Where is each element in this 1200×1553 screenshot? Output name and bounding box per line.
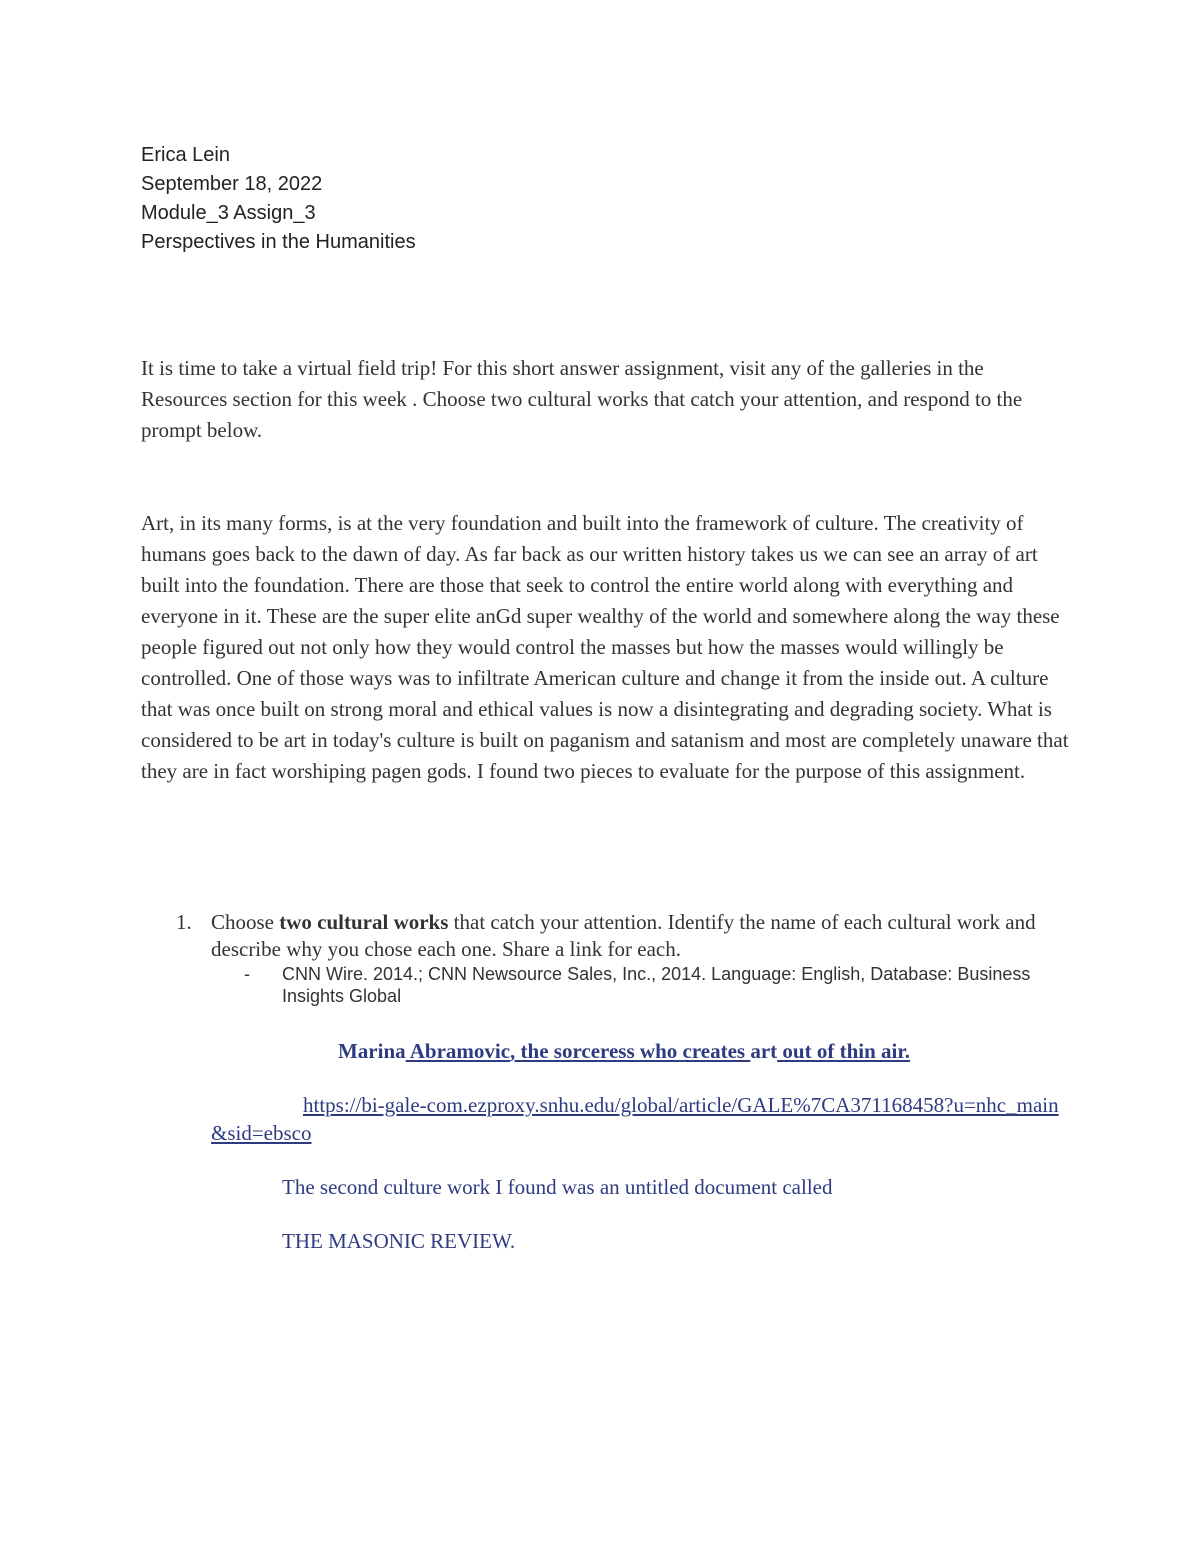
article-title-part2[interactable]: Abramovic: [405, 1039, 511, 1063]
masonic-review-title: THE MASONIC REVIEW.: [282, 1229, 516, 1253]
second-work-text: The second culture work I found was an untitled document called: [282, 1175, 833, 1199]
essay-paragraph: Art, in its many forms, is at the very foundation and built into the framework of culture. The creativity of humans goes back to the dawn of day. As far back as our written history takes us we can see an array of art built into the foundation. There are those that seek to control the entire world along with everything and everyone in it. These are the super elite anGd super wealthy of the world and somewhere along the way these people figured out not only how they would control the masses but how the masses would willingly be controlled. One of those ways was to infiltrate American culture and change it from the inside out. A culture that was once built on strong moral and ethical values is now a disintegrating and degrading society. What is considered to be art in today's culture is built on paganism and satanism and most are completely unaware that they are in fact worshiping pagen gods. I found two pieces to evaluate for the purpose of this assignment.: [141, 511, 1069, 783]
question-number: 1.: [176, 910, 192, 934]
question-suffix: that catch your attention. Identify the name of each cultural work and describe why you chose each one. Share a link for each.: [211, 910, 1036, 961]
assignment-prompt: It is time to take a virtual field trip! For this short answer assignment, visit any of the galleries in the Resources section for this week . Choose two cultural works that catch your attention, and respond to the prompt below.: [141, 356, 1023, 442]
article-title-part3[interactable]: , the sorceress who creates: [510, 1039, 751, 1063]
question-text: [211, 909, 1056, 963]
article-url[interactable]: https://bi-gale-com.ezproxy.snhu.edu/global/article/GALE%7CA371168458?u=nhc_main&sid=ebsco: [211, 1093, 1059, 1145]
document-date: September 18, 2022: [141, 173, 323, 195]
citation-text: CNN Wire. 2014.; CNN Newsource Sales, Inc., 2014. Language: English, Database: Business Insights Global: [282, 964, 1031, 1006]
article-title-part1[interactable]: Marina: [337, 1039, 406, 1063]
module-label: Module_3 Assign_3: [141, 202, 316, 224]
article-title-link[interactable]: [141, 1036, 1107, 1066]
article-title-part4[interactable]: art: [750, 1039, 778, 1063]
question-emphasis: two cultural works: [279, 910, 449, 934]
article-url-link[interactable]: [211, 1091, 1071, 1147]
article-title-part5[interactable]: out of thin air.: [777, 1039, 910, 1063]
question-prefix: Choose: [211, 910, 280, 934]
document-header: [141, 141, 1041, 257]
author-name: Erica Lein: [141, 144, 230, 166]
bullet-dash: -: [244, 964, 250, 984]
course-title: Perspectives in the Humanities: [141, 231, 416, 253]
